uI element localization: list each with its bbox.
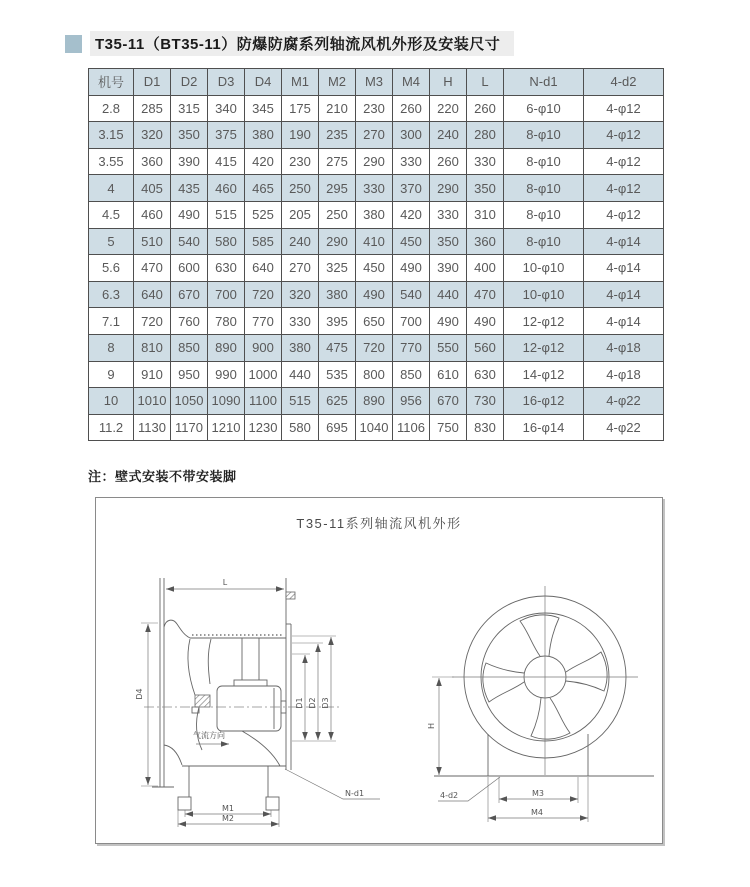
- table-cell: 12-φ12: [504, 308, 584, 335]
- table-cell: 510: [134, 228, 171, 255]
- table-row: [89, 308, 664, 335]
- table-cell: 205: [282, 201, 319, 228]
- leader-N-d1: [285, 769, 380, 799]
- table-row: [89, 281, 664, 308]
- table-cell: 4-φ14: [584, 281, 664, 308]
- bell-mouth-curve: [164, 620, 190, 638]
- table-cell: 720: [356, 334, 393, 361]
- table-cell: 250: [319, 201, 356, 228]
- table-cell: 4-φ18: [584, 361, 664, 388]
- mounting-foot: [266, 797, 279, 810]
- table-cell: 475: [319, 334, 356, 361]
- column-header: M1: [282, 69, 319, 96]
- table-cell: 320: [282, 281, 319, 308]
- column-header: 机号: [89, 69, 134, 96]
- table-cell: 190: [282, 122, 319, 149]
- table-cell: 720: [245, 281, 282, 308]
- table-cell: 330: [356, 175, 393, 202]
- table-cell: 760: [171, 308, 208, 335]
- table-row: [89, 228, 664, 255]
- column-header: H: [430, 69, 467, 96]
- table-cell: 230: [282, 148, 319, 175]
- table-cell: 350: [467, 175, 504, 202]
- table-cell: 8-φ10: [504, 122, 584, 149]
- table-row: [89, 255, 664, 282]
- table-cell: 625: [319, 388, 356, 415]
- table-cell: 640: [245, 255, 282, 282]
- table-cell: 340: [208, 95, 245, 122]
- table-cell: 5: [89, 228, 134, 255]
- title-accent-square: [65, 35, 82, 53]
- impeller-blade-curve: [188, 639, 195, 695]
- table-cell: 490: [171, 201, 208, 228]
- table-cell: 1230: [245, 414, 282, 441]
- table-row: [89, 388, 664, 415]
- table-body: [89, 95, 664, 441]
- table-row: [89, 95, 664, 122]
- table-cell: 490: [393, 255, 430, 282]
- table-cell: 420: [393, 201, 430, 228]
- table-cell: 260: [430, 148, 467, 175]
- table-cell: 12-φ12: [504, 334, 584, 361]
- table-cell: 730: [467, 388, 504, 415]
- table-cell: 900: [245, 334, 282, 361]
- table-cell: 350: [430, 228, 467, 255]
- table-cell: 410: [356, 228, 393, 255]
- table-cell: 375: [208, 122, 245, 149]
- table-cell: 405: [134, 175, 171, 202]
- column-header: D3: [208, 69, 245, 96]
- column-header: 4-d2: [584, 69, 664, 96]
- table-cell: 4-φ12: [584, 175, 664, 202]
- table-cell: 390: [171, 148, 208, 175]
- table-cell: 720: [134, 308, 171, 335]
- table-cell: 515: [282, 388, 319, 415]
- column-header: N-d1: [504, 69, 584, 96]
- table-cell: 950: [171, 361, 208, 388]
- motor-body: [217, 686, 281, 731]
- technical-drawing: [96, 498, 662, 843]
- table-cell: 8-φ10: [504, 228, 584, 255]
- table-cell: 800: [356, 361, 393, 388]
- table-cell: 490: [467, 308, 504, 335]
- table-cell: 345: [245, 95, 282, 122]
- table-cell: 380: [319, 281, 356, 308]
- table-cell: 7.1: [89, 308, 134, 335]
- table-cell: 470: [134, 255, 171, 282]
- table-cell: 270: [356, 122, 393, 149]
- table-cell: 1170: [171, 414, 208, 441]
- table-cell: 770: [393, 334, 430, 361]
- table-cell: 230: [356, 95, 393, 122]
- table-cell: 415: [208, 148, 245, 175]
- table-cell: 435: [171, 175, 208, 202]
- table-cell: 4-φ12: [584, 122, 664, 149]
- table-cell: 330: [282, 308, 319, 335]
- table-cell: 295: [319, 175, 356, 202]
- dim-label-M1: M1: [222, 804, 234, 813]
- table-cell: 450: [393, 228, 430, 255]
- table-cell: 1210: [208, 414, 245, 441]
- table-cell: 4-φ18: [584, 334, 664, 361]
- dim-label-M2: M2: [222, 814, 234, 823]
- table-row: [89, 201, 664, 228]
- column-header: L: [467, 69, 504, 96]
- page-title: T35-11（BT35-11）防爆防腐系列轴流风机外形及安装尺寸: [90, 31, 514, 56]
- table-cell: 830: [467, 414, 504, 441]
- table-cell: 630: [208, 255, 245, 282]
- table-cell: 1010: [134, 388, 171, 415]
- dim-label-N-d1: N-d1: [345, 789, 365, 798]
- table-cell: 380: [356, 201, 393, 228]
- table-row: [89, 414, 664, 441]
- table-cell: 670: [430, 388, 467, 415]
- table-cell: 1130: [134, 414, 171, 441]
- table-cell: 580: [208, 228, 245, 255]
- dim-label-M3: M3: [532, 789, 544, 798]
- table-cell: 850: [171, 334, 208, 361]
- table-cell: 175: [282, 95, 319, 122]
- table-cell: 956: [393, 388, 430, 415]
- diagram-panel: [95, 497, 663, 844]
- table-cell: 810: [134, 334, 171, 361]
- table-cell: 1050: [171, 388, 208, 415]
- table-cell: 8-φ10: [504, 175, 584, 202]
- diagram-title: T35-11系列轴流风机外形: [296, 516, 462, 531]
- table-cell: 1040: [356, 414, 393, 441]
- table-cell: 16-φ12: [504, 388, 584, 415]
- table-cell: 6-φ10: [504, 95, 584, 122]
- table-cell: 670: [171, 281, 208, 308]
- table-cell: 460: [208, 175, 245, 202]
- table-row: [89, 148, 664, 175]
- table-cell: 540: [393, 281, 430, 308]
- dim-label-D1: D1: [295, 697, 304, 709]
- side-view-drawing: [135, 578, 380, 827]
- dim-label-D4: D4: [135, 688, 144, 700]
- table-cell: 4-φ12: [584, 95, 664, 122]
- table-cell: 535: [319, 361, 356, 388]
- table-cell: 10-φ10: [504, 255, 584, 282]
- table-cell: 770: [245, 308, 282, 335]
- table-cell: 465: [245, 175, 282, 202]
- table-cell: 330: [393, 148, 430, 175]
- table-cell: 4-φ12: [584, 201, 664, 228]
- table-cell: 320: [134, 122, 171, 149]
- table-cell: 540: [171, 228, 208, 255]
- table-cell: 5.6: [89, 255, 134, 282]
- table-cell: 330: [467, 148, 504, 175]
- table-cell: 290: [430, 175, 467, 202]
- table-cell: 585: [245, 228, 282, 255]
- table-cell: 250: [282, 175, 319, 202]
- table-cell: 235: [319, 122, 356, 149]
- table-cell: 4.5: [89, 201, 134, 228]
- table-cell: 1100: [245, 388, 282, 415]
- table-cell: 8-φ10: [504, 148, 584, 175]
- table-cell: 4-φ14: [584, 228, 664, 255]
- table-cell: 600: [171, 255, 208, 282]
- table-cell: 4-φ22: [584, 414, 664, 441]
- column-header: D2: [171, 69, 208, 96]
- table-cell: 290: [319, 228, 356, 255]
- table-cell: 380: [282, 334, 319, 361]
- table-cell: 2.8: [89, 95, 134, 122]
- table-cell: 610: [430, 361, 467, 388]
- table-cell: 11.2: [89, 414, 134, 441]
- table-cell: 4-φ14: [584, 308, 664, 335]
- table-cell: 16-φ14: [504, 414, 584, 441]
- table-cell: 315: [171, 95, 208, 122]
- table-cell: 470: [467, 281, 504, 308]
- table-cell: 1090: [208, 388, 245, 415]
- table-cell: 325: [319, 255, 356, 282]
- table-cell: 640: [134, 281, 171, 308]
- table-cell: 1106: [393, 414, 430, 441]
- table-cell: 700: [393, 308, 430, 335]
- table-cell: 550: [430, 334, 467, 361]
- table-cell: 330: [430, 201, 467, 228]
- table-cell: 260: [467, 95, 504, 122]
- table-cell: 280: [467, 122, 504, 149]
- table-cell: 490: [430, 308, 467, 335]
- column-header: M4: [393, 69, 430, 96]
- table-cell: 275: [319, 148, 356, 175]
- table-cell: 695: [319, 414, 356, 441]
- table-cell: 850: [393, 361, 430, 388]
- table-cell: 4: [89, 175, 134, 202]
- table-cell: 1000: [245, 361, 282, 388]
- table-cell: 890: [356, 388, 393, 415]
- table-cell: 270: [282, 255, 319, 282]
- table-cell: 3.55: [89, 148, 134, 175]
- table-cell: 650: [356, 308, 393, 335]
- table-cell: 780: [208, 308, 245, 335]
- dimension-table: [88, 68, 664, 441]
- table-row: [89, 175, 664, 202]
- dim-label-L: L: [222, 578, 228, 587]
- table-cell: 395: [319, 308, 356, 335]
- table-cell: 440: [430, 281, 467, 308]
- table-cell: 700: [208, 281, 245, 308]
- table-cell: 4-φ12: [584, 148, 664, 175]
- table-cell: 350: [171, 122, 208, 149]
- table-cell: 360: [467, 228, 504, 255]
- table-cell: 6.3: [89, 281, 134, 308]
- table-cell: 370: [393, 175, 430, 202]
- table-cell: 450: [356, 255, 393, 282]
- column-header: D1: [134, 69, 171, 96]
- mounting-foot: [178, 797, 191, 810]
- table-cell: 515: [208, 201, 245, 228]
- column-header: M2: [319, 69, 356, 96]
- column-header: M3: [356, 69, 393, 96]
- table-cell: 8-φ10: [504, 201, 584, 228]
- hub-section: [195, 695, 210, 707]
- airflow-label: 气流方向: [193, 731, 225, 740]
- table-row: [89, 122, 664, 149]
- table-cell: 8: [89, 334, 134, 361]
- column-header: D4: [245, 69, 282, 96]
- table-cell: 750: [430, 414, 467, 441]
- table-cell: 310: [467, 201, 504, 228]
- table-cell: 525: [245, 201, 282, 228]
- table-cell: 400: [467, 255, 504, 282]
- table-cell: 210: [319, 95, 356, 122]
- table-cell: 360: [134, 148, 171, 175]
- table-cell: 490: [356, 281, 393, 308]
- table-cell: 630: [467, 361, 504, 388]
- dim-label-4-d2: 4-d2: [440, 791, 459, 800]
- front-view-drawing: [427, 586, 654, 822]
- table-cell: 220: [430, 95, 467, 122]
- table-cell: 300: [393, 122, 430, 149]
- note-text: 注：壁式安装不带安装脚: [88, 469, 237, 484]
- table-cell: 240: [282, 228, 319, 255]
- table-cell: 460: [134, 201, 171, 228]
- table-cell: 440: [282, 361, 319, 388]
- table-row: [89, 361, 664, 388]
- table-cell: 4-φ14: [584, 255, 664, 282]
- table-cell: 285: [134, 95, 171, 122]
- table-cell: 3.15: [89, 122, 134, 149]
- table-cell: 10: [89, 388, 134, 415]
- table-cell: 390: [430, 255, 467, 282]
- table-cell: 910: [134, 361, 171, 388]
- table-cell: 290: [356, 148, 393, 175]
- table-cell: 9: [89, 361, 134, 388]
- page-header: [65, 31, 514, 56]
- dim-label-D2: D2: [308, 697, 317, 709]
- table-row: [89, 334, 664, 361]
- table-cell: 4-φ22: [584, 388, 664, 415]
- table-cell: 990: [208, 361, 245, 388]
- dim-label-H: H: [427, 722, 436, 730]
- table-cell: 380: [245, 122, 282, 149]
- table-cell: 580: [282, 414, 319, 441]
- table-cell: 560: [467, 334, 504, 361]
- table-cell: 10-φ10: [504, 281, 584, 308]
- table-cell: 240: [430, 122, 467, 149]
- table-cell: 420: [245, 148, 282, 175]
- dim-label-M4: M4: [531, 808, 543, 817]
- table-cell: 890: [208, 334, 245, 361]
- table-cell: 14-φ12: [504, 361, 584, 388]
- table-header-row: [89, 69, 664, 96]
- table-cell: 260: [393, 95, 430, 122]
- dim-label-D3: D3: [321, 697, 330, 709]
